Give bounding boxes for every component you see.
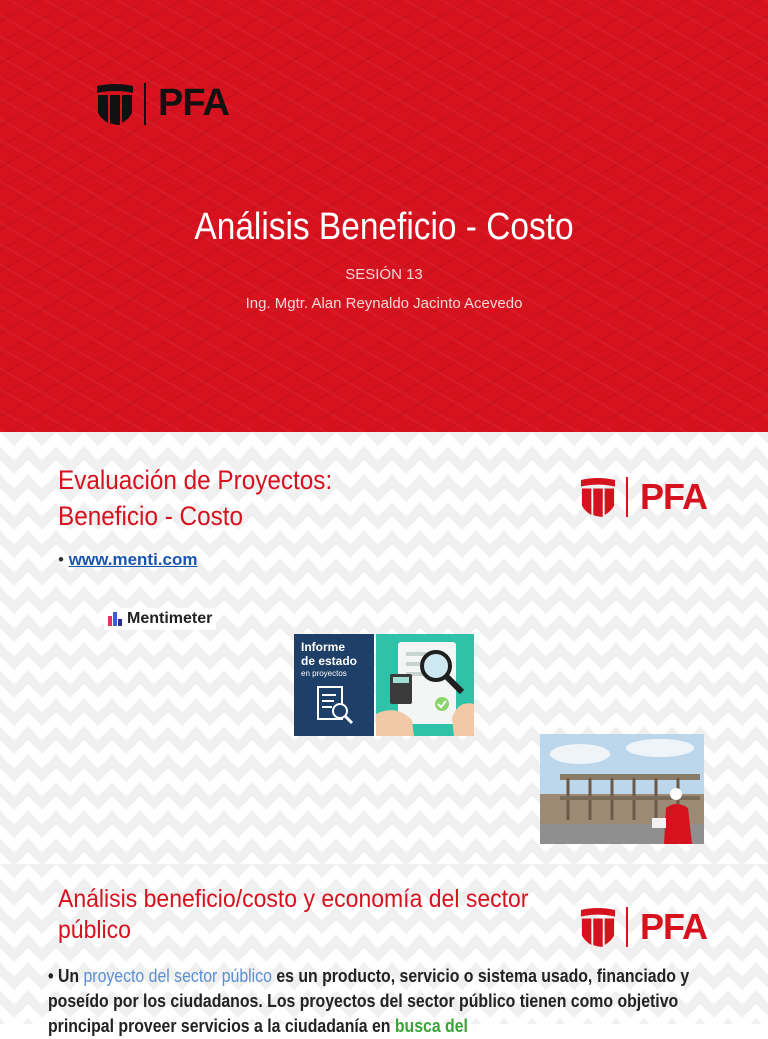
text-part-1: Un (57, 966, 84, 986)
slide-title-line1: Evaluación de Proyectos: (58, 465, 333, 495)
highlight-public-project: proyecto del sector público (83, 966, 272, 986)
author-name: Ing. Mgtr. Alan Reynaldo Jacinto Acevedo (245, 295, 523, 312)
body-paragraph (48, 964, 699, 1039)
card-line-2: de estado (301, 654, 358, 668)
shield-logo-icon (580, 907, 616, 947)
pfa-logo (580, 906, 707, 948)
bullet-dot: • (58, 550, 64, 569)
text-part-2: es un producto, servicio o sistema usado, financiado y poseído por los ciudadanos. Los proyectos del sector público tienen como objetivo principal proveer servicios a la ciudadanía en (48, 966, 690, 1036)
card-line-1: Informe (301, 640, 346, 654)
document-icon (312, 685, 356, 727)
construction-photo (540, 734, 704, 844)
bullet-dot: • (48, 966, 54, 986)
title-slide (0, 0, 768, 432)
menti-link[interactable]: www.menti.com (68, 550, 198, 569)
evaluation-slide (0, 432, 768, 864)
checkmark-icon (435, 697, 449, 711)
mentimeter-label: Mentimeter (127, 610, 213, 627)
pfa-logo (96, 82, 229, 125)
review-illustration (376, 634, 474, 736)
shield-logo-icon (96, 83, 134, 125)
highlight-green: busca del (394, 1016, 468, 1036)
shield-logo-icon (580, 477, 616, 517)
mentimeter-logo-icon (108, 612, 122, 626)
session-label: SESIÓN 13 (345, 266, 423, 283)
slide-title-line2: Beneficio - Costo (58, 501, 244, 531)
brand-wordmark: PFA (158, 82, 229, 124)
pfa-logo (580, 476, 707, 518)
slide-title (58, 462, 332, 534)
public-sector-slide (0, 864, 768, 1036)
magnifier-icon (376, 634, 474, 736)
slide-title: Análisis beneficio/costo y economía del sector público (58, 885, 529, 944)
mentimeter-logo (104, 608, 216, 630)
menti-bullet (58, 550, 197, 570)
presentation-title: Análisis Beneficio - Costo (194, 206, 574, 248)
brand-wordmark: PFA (640, 476, 708, 517)
brand-wordmark: PFA (640, 906, 708, 947)
card-line-3: en proyectos (301, 669, 347, 678)
status-report-card (294, 634, 374, 736)
